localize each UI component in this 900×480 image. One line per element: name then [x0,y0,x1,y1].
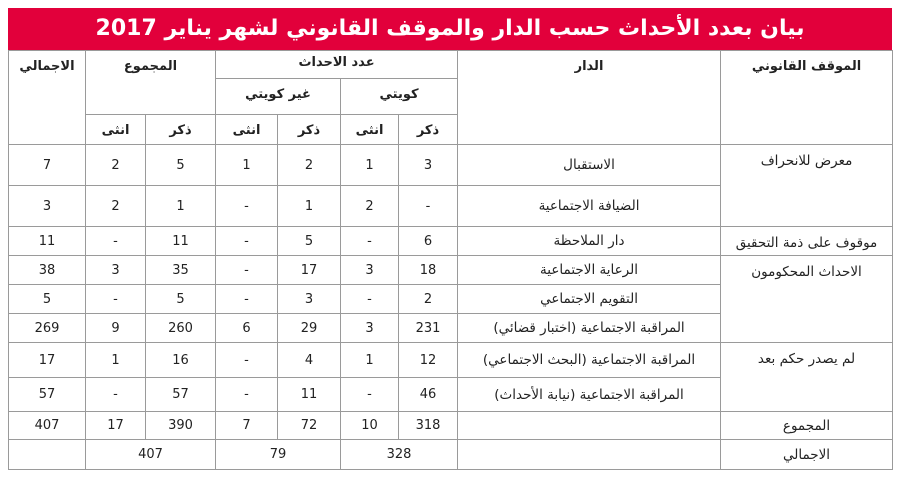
report [8,8,892,470]
value-cell: 2 [278,145,341,186]
value-cell: - [86,227,146,256]
value-cell: - [216,227,278,256]
value-cell: 38 [9,256,86,285]
value-cell: 16 [146,343,216,378]
value-cell: 9 [86,314,146,343]
house-cell: دار الملاحظة [458,227,721,256]
header-kuwaiti-male: ذكر [399,115,458,145]
value-cell: 1 [146,186,216,227]
value-cell: 2 [86,145,146,186]
header-nonkuwaiti-male: ذكر [278,115,341,145]
value-cell: 3 [9,186,86,227]
sum-value-cell: 7 [216,412,278,440]
sum-value-cell: 72 [278,412,341,440]
value-cell: 18 [399,256,458,285]
value-cell: 29 [278,314,341,343]
value-cell: 35 [146,256,216,285]
value-cell: 12 [399,343,458,378]
value-cell: 3 [278,285,341,314]
total-row [9,440,893,470]
value-cell: 1 [216,145,278,186]
header-count: عدد الاحداث [216,51,458,79]
sum-value-cell: 390 [146,412,216,440]
house-cell: الضيافة الاجتماعية [458,186,721,227]
value-cell: 231 [399,314,458,343]
sum-value-cell: 10 [341,412,399,440]
house-cell: المراقبة الاجتماعية (نيابة الأحداث) [458,378,721,412]
juveniles-table [8,50,893,470]
value-cell: 2 [341,186,399,227]
header-total: الاجمالي [9,51,86,145]
header-house: الدار [458,51,721,145]
table-row [9,256,893,285]
house-cell: المراقبة الاجتماعية (اختبار قضائي) [458,314,721,343]
value-cell: 57 [9,378,86,412]
value-cell: 1 [341,343,399,378]
value-cell: - [86,378,146,412]
value-cell: 17 [278,256,341,285]
house-cell: المراقبة الاجتماعية (البحث الاجتماعي) [458,343,721,378]
legal-status-cell: الاحداث المحكومون [721,256,893,343]
legal-status-cell: لم يصدر حكم بعد [721,343,893,412]
empty-cell [9,440,86,470]
empty-cell [458,440,721,470]
sum-row [9,412,893,440]
value-cell: - [341,378,399,412]
value-cell: - [341,285,399,314]
house-cell: الاستقبال [458,145,721,186]
sum-value-cell: 407 [9,412,86,440]
value-cell: - [86,285,146,314]
value-cell: 260 [146,314,216,343]
value-cell: - [341,227,399,256]
value-cell: 2 [86,186,146,227]
value-cell: 3 [399,145,458,186]
value-cell: 11 [278,378,341,412]
table-row [9,343,893,378]
house-cell: التقويم الاجتماعي [458,285,721,314]
value-cell: 5 [9,285,86,314]
value-cell: 5 [146,285,216,314]
value-cell: 1 [278,186,341,227]
header-sum-male: ذكر [146,115,216,145]
total-sum: 407 [86,440,216,470]
value-cell: 6 [399,227,458,256]
empty-cell [458,412,721,440]
value-cell: - [399,186,458,227]
header-sum: المجموع [86,51,216,115]
value-cell: - [216,378,278,412]
value-cell: 11 [9,227,86,256]
value-cell: - [216,285,278,314]
value-cell: - [216,186,278,227]
legal-status-cell: معرض للانحراف [721,145,893,227]
value-cell: 11 [146,227,216,256]
value-cell: 7 [9,145,86,186]
total-non-kuwaiti: 79 [216,440,341,470]
value-cell: - [216,343,278,378]
table-row [9,227,893,256]
value-cell: 269 [9,314,86,343]
value-cell: 1 [86,343,146,378]
total-label: الاجمالي [721,440,893,470]
header-kuwaiti-female: انثى [341,115,399,145]
table-row [9,145,893,186]
header-sum-female: انثى [86,115,146,145]
value-cell: 57 [146,378,216,412]
legal-status-cell: موقوف على ذمة التحقيق [721,227,893,256]
value-cell: 5 [278,227,341,256]
value-cell: 3 [341,256,399,285]
value-cell: 3 [86,256,146,285]
header-non-kuwaiti: غير كويتي [216,79,341,115]
house-cell: الرعاية الاجتماعية [458,256,721,285]
value-cell: - [216,256,278,285]
report-title: بيان بعدد الأحداث حسب الدار والموقف القانوني لشهر يناير 2017 [8,8,892,50]
sum-value-cell: 17 [86,412,146,440]
value-cell: 5 [146,145,216,186]
sum-value-cell: 318 [399,412,458,440]
value-cell: 4 [278,343,341,378]
total-kuwaiti: 328 [341,440,458,470]
value-cell: 1 [341,145,399,186]
value-cell: 2 [399,285,458,314]
value-cell: 3 [341,314,399,343]
header-status: الموقف القانوني [721,51,893,145]
value-cell: 6 [216,314,278,343]
header-nonkuwaiti-female: انثى [216,115,278,145]
header-kuwaiti: كويتي [341,79,458,115]
value-cell: 17 [9,343,86,378]
sum-label: المجموع [721,412,893,440]
value-cell: 46 [399,378,458,412]
